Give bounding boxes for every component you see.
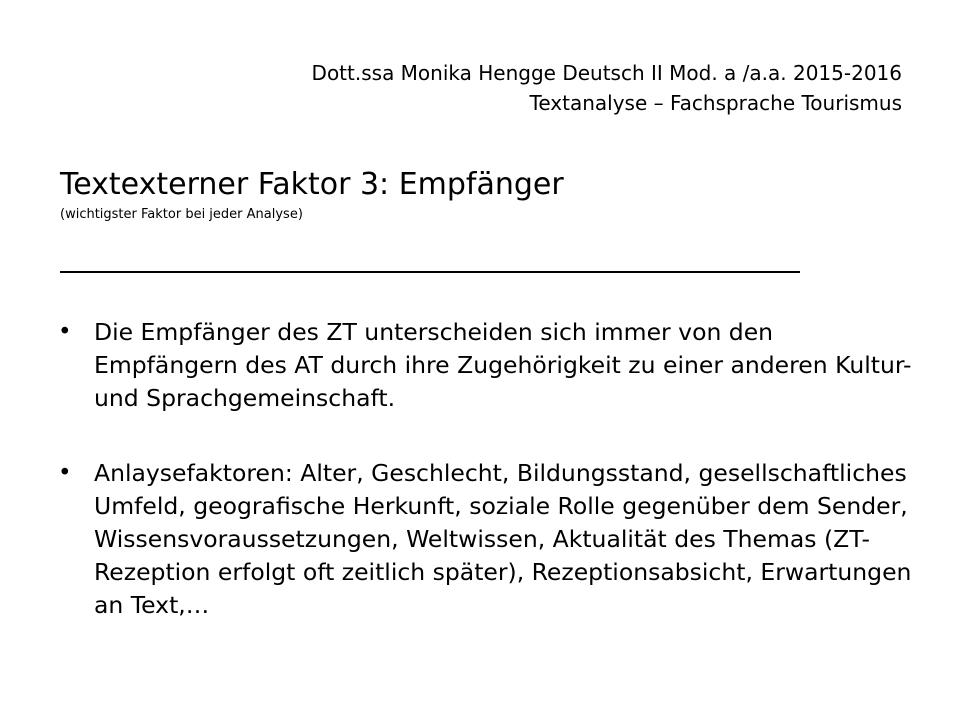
title-block bbox=[60, 165, 920, 225]
bullet-list bbox=[58, 316, 918, 622]
header-course-line: Dott.ssa Monika Hengge Deutsch II Mod. a /a.a. 2015-2016 bbox=[311, 61, 902, 85]
title-underline bbox=[60, 271, 800, 273]
bullet-text: Anlaysefaktoren: Alter, Geschlecht, Bildungsstand, gesellschaftliches Umfeld, geografische Herkunft, soziale Rolle gegenüber dem Sender, Wissensvoraussetzungen, Weltwissen, Aktualität des Themas (ZT-Rezeption erfolgt oft zeitlich später), Rezeptionsabsicht, Erwartungen an Text,… bbox=[94, 459, 912, 619]
slide-header bbox=[312, 58, 902, 118]
header-topic-line: Textanalyse – Fachsprache Tourismus bbox=[529, 91, 902, 115]
bullet-icon: • bbox=[58, 460, 72, 486]
bullet-icon: • bbox=[58, 319, 72, 345]
bullet-item-recipients bbox=[58, 316, 918, 415]
slide-subtitle: (wichtigster Faktor bei jeder Analyse) bbox=[60, 207, 303, 222]
slide-title: Textexterner Faktor 3: Empfänger bbox=[60, 167, 564, 202]
bullet-text: Die Empfänger des ZT unterscheiden sich immer von den Empfängern des AT durch ihre Zugehörigkeit zu einer anderen Kultur- und Sprachgemeinschaft. bbox=[94, 318, 912, 412]
bullet-item-factors bbox=[58, 457, 918, 622]
